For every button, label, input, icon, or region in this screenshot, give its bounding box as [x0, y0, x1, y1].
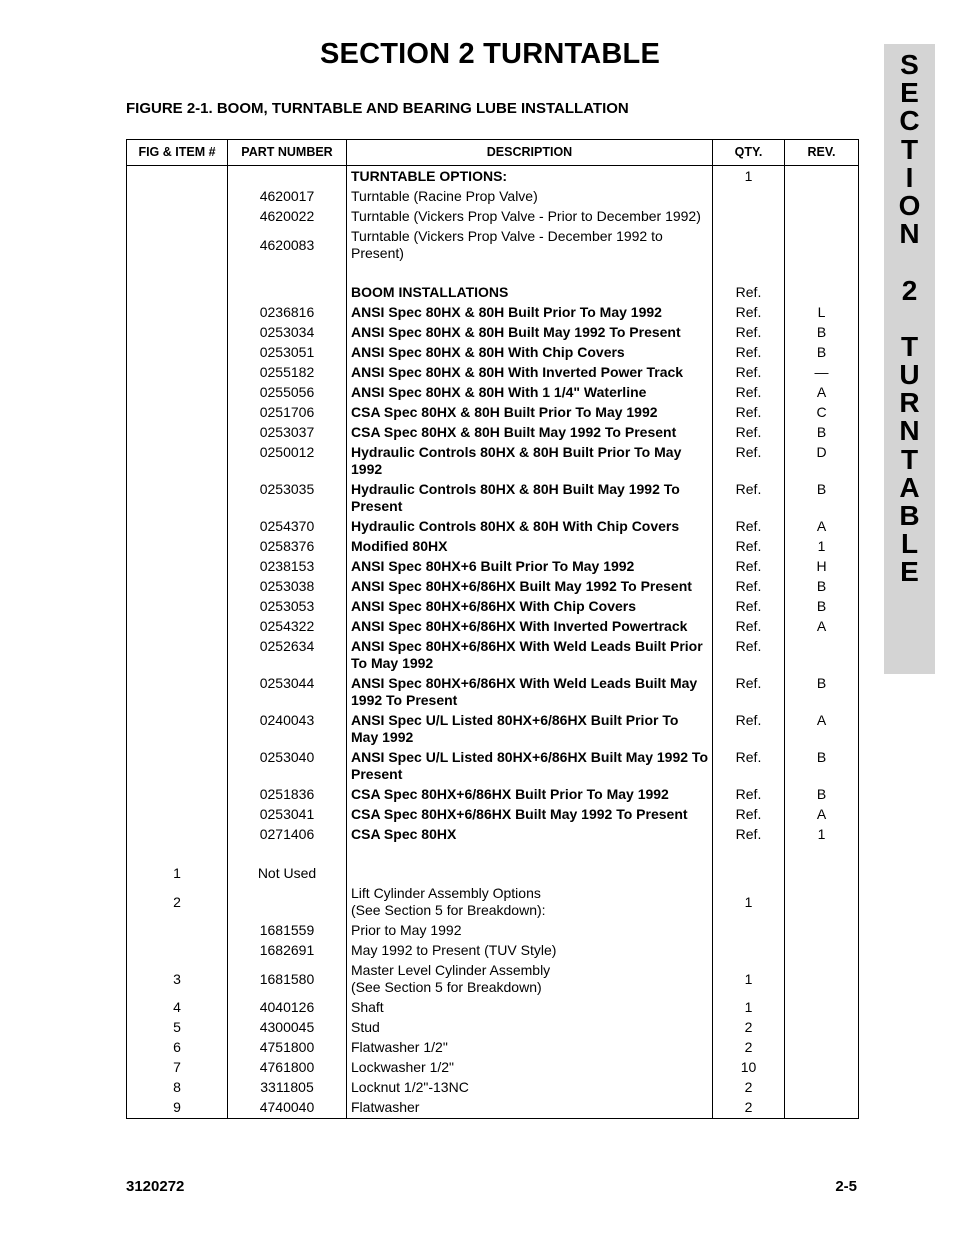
- qty-cell: Ref.: [713, 674, 785, 711]
- fig-item-cell: [127, 227, 228, 264]
- description-cell: Hydraulic Controls 80HX & 80H Built Prior To May 1992: [347, 443, 713, 480]
- table-row: [127, 423, 859, 443]
- table-row: [127, 1018, 859, 1038]
- table-row: [127, 363, 859, 383]
- fig-item-cell: [127, 283, 228, 303]
- qty-cell: 1: [713, 166, 785, 187]
- part-number-cell: 0250012: [228, 443, 347, 480]
- rev-cell: [785, 998, 859, 1018]
- table-row: [127, 166, 859, 187]
- qty-cell: [713, 921, 785, 941]
- part-number-cell: 0253044: [228, 674, 347, 711]
- description-cell: ANSI Spec 80HX & 80H With 1 1/4" Waterline: [347, 383, 713, 403]
- fig-item-cell: 8: [127, 1078, 228, 1098]
- fig-item-cell: 9: [127, 1098, 228, 1119]
- spacer-cell: [127, 845, 228, 864]
- description-cell: Flatwasher 1/2": [347, 1038, 713, 1058]
- part-number-cell: 4620022: [228, 207, 347, 227]
- fig-item-cell: [127, 825, 228, 845]
- description-cell: ANSI Spec 80HX+6/86HX Built May 1992 To Present: [347, 577, 713, 597]
- header-description: DESCRIPTION: [347, 140, 713, 166]
- qty-cell: 1: [713, 998, 785, 1018]
- fig-item-cell: 7: [127, 1058, 228, 1078]
- table-row: [127, 283, 859, 303]
- qty-cell: Ref.: [713, 323, 785, 343]
- side-tab-letter: I: [905, 161, 914, 193]
- fig-item-cell: [127, 577, 228, 597]
- part-number-cell: 0253051: [228, 343, 347, 363]
- fig-item-cell: [127, 187, 228, 207]
- qty-cell: Ref.: [713, 748, 785, 785]
- rev-cell: [785, 227, 859, 264]
- part-number-cell: 0253053: [228, 597, 347, 617]
- qty-cell: [713, 207, 785, 227]
- part-number-cell: 1681580: [228, 961, 347, 998]
- fig-item-cell: 3: [127, 961, 228, 998]
- part-number-cell: 4620017: [228, 187, 347, 207]
- table-row: [127, 303, 859, 323]
- part-number-cell: 4040126: [228, 998, 347, 1018]
- description-cell: Master Level Cylinder Assembly (See Section 5 for Breakdown): [347, 961, 713, 998]
- table-row: [127, 864, 859, 884]
- side-tab-letter: B: [899, 500, 920, 531]
- rev-cell: A: [785, 517, 859, 537]
- part-number-cell: 0240043: [228, 711, 347, 748]
- side-tab-letter: N: [899, 415, 920, 447]
- header-fig-item: FIG & ITEM #: [127, 140, 228, 166]
- description-cell: CSA Spec 80HX+6/86HX Built May 1992 To Present: [347, 805, 713, 825]
- part-number-cell: 4300045: [228, 1018, 347, 1038]
- description-cell: ANSI Spec 80HX & 80H Built May 1992 To Present: [347, 323, 713, 343]
- spacer-cell: [127, 264, 228, 283]
- qty-cell: [713, 864, 785, 884]
- part-number-cell: 0253035: [228, 480, 347, 517]
- fig-item-cell: [127, 597, 228, 617]
- part-number-cell: 0253038: [228, 577, 347, 597]
- description-cell: Hydraulic Controls 80HX & 80H Built May 1992 To Present: [347, 480, 713, 517]
- part-number-cell: 1682691: [228, 941, 347, 961]
- rev-cell: [785, 961, 859, 998]
- page-title: SECTION 2 TURNTABLE: [320, 38, 660, 70]
- qty-cell: 2: [713, 1098, 785, 1119]
- header-rev: REV.: [785, 140, 859, 166]
- part-number-cell: 3311805: [228, 1078, 347, 1098]
- part-number-cell: 0255182: [228, 363, 347, 383]
- part-number-cell: 0254370: [228, 517, 347, 537]
- fig-item-cell: [127, 423, 228, 443]
- qty-cell: Ref.: [713, 805, 785, 825]
- table-row: [127, 207, 859, 227]
- qty-cell: Ref.: [713, 480, 785, 517]
- qty-cell: 1: [713, 961, 785, 998]
- spacer-cell: [785, 845, 859, 864]
- fig-item-cell: [127, 637, 228, 674]
- rev-cell: A: [785, 383, 859, 403]
- description-cell: ANSI Spec 80HX & 80H Built Prior To May 1992: [347, 303, 713, 323]
- part-number-cell: 0252634: [228, 637, 347, 674]
- description-cell: Flatwasher: [347, 1098, 713, 1119]
- side-tab-letter: E: [900, 77, 919, 109]
- part-number-cell: 0253040: [228, 748, 347, 785]
- rev-cell: —: [785, 363, 859, 383]
- rev-cell: H: [785, 557, 859, 577]
- qty-cell: Ref.: [713, 557, 785, 577]
- qty-cell: Ref.: [713, 363, 785, 383]
- rev-cell: B: [785, 343, 859, 363]
- table-row: [127, 748, 859, 785]
- rev-cell: [785, 166, 859, 187]
- fig-item-cell: [127, 383, 228, 403]
- section-side-tab: [884, 44, 935, 674]
- description-cell: May 1992 to Present (TUV Style): [347, 941, 713, 961]
- fig-item-cell: [127, 517, 228, 537]
- rev-cell: [785, 1078, 859, 1098]
- part-number-cell: [228, 884, 347, 921]
- rev-cell: B: [785, 423, 859, 443]
- fig-item-cell: [127, 537, 228, 557]
- description-cell: CSA Spec 80HX: [347, 825, 713, 845]
- table-row: [127, 480, 859, 517]
- parts-table: [126, 139, 859, 1119]
- fig-item-cell: [127, 557, 228, 577]
- fig-item-cell: [127, 303, 228, 323]
- side-tab-letter: T: [900, 133, 919, 165]
- qty-cell: Ref.: [713, 825, 785, 845]
- rev-cell: C: [785, 403, 859, 423]
- spacer-row: [127, 264, 859, 283]
- description-cell: Turntable (Racine Prop Valve): [347, 187, 713, 207]
- rev-cell: 1: [785, 825, 859, 845]
- qty-cell: 2: [713, 1038, 785, 1058]
- part-number-cell: 1681559: [228, 921, 347, 941]
- rev-cell: A: [785, 711, 859, 748]
- spacer-row: [127, 845, 859, 864]
- side-tab-letter: C: [899, 105, 920, 137]
- rev-cell: B: [785, 480, 859, 517]
- description-cell: CSA Spec 80HX+6/86HX Built Prior To May 1992: [347, 785, 713, 805]
- fig-item-cell: [127, 674, 228, 711]
- spacer-cell: [228, 845, 347, 864]
- rev-cell: [785, 1058, 859, 1078]
- description-cell: ANSI Spec U/L Listed 80HX+6/86HX Built Prior To May 1992: [347, 711, 713, 748]
- description-cell: Locknut 1/2"-13NC: [347, 1078, 713, 1098]
- rev-cell: [785, 884, 859, 921]
- side-tab-letter: L: [900, 528, 919, 560]
- side-tab-letter: N: [899, 218, 920, 250]
- fig-item-cell: [127, 941, 228, 961]
- rev-cell: B: [785, 577, 859, 597]
- spacer-cell: [228, 264, 347, 283]
- description-cell: Prior to May 1992: [347, 921, 713, 941]
- part-number-cell: [228, 166, 347, 187]
- side-tab-letter: 2: [901, 274, 918, 306]
- fig-item-cell: [127, 785, 228, 805]
- qty-cell: Ref.: [713, 577, 785, 597]
- rev-cell: 1: [785, 537, 859, 557]
- part-number-cell: 0258376: [228, 537, 347, 557]
- table-row: [127, 805, 859, 825]
- table-row: [127, 1038, 859, 1058]
- qty-cell: Ref.: [713, 537, 785, 557]
- table-row: [127, 517, 859, 537]
- side-tab-letter: T: [900, 330, 919, 362]
- side-tab-letter: U: [899, 359, 920, 391]
- part-number-cell: 0253034: [228, 323, 347, 343]
- description-cell: TURNTABLE OPTIONS:: [347, 166, 713, 187]
- part-number-cell: 4761800: [228, 1058, 347, 1078]
- fig-item-cell: [127, 343, 228, 363]
- description-cell: Modified 80HX: [347, 537, 713, 557]
- qty-cell: Ref.: [713, 383, 785, 403]
- table-row: [127, 941, 859, 961]
- qty-cell: 2: [713, 1018, 785, 1038]
- qty-cell: [713, 227, 785, 264]
- rev-cell: A: [785, 617, 859, 637]
- rev-cell: [785, 1038, 859, 1058]
- rev-cell: [785, 283, 859, 303]
- fig-item-cell: 1: [127, 864, 228, 884]
- table-row: [127, 921, 859, 941]
- description-cell: ANSI Spec 80HX & 80H With Chip Covers: [347, 343, 713, 363]
- qty-cell: 10: [713, 1058, 785, 1078]
- description-cell: [347, 864, 713, 884]
- side-tab-letter: A: [899, 471, 920, 503]
- side-tab-letter: R: [899, 387, 920, 419]
- part-number-cell: 0238153: [228, 557, 347, 577]
- fig-item-cell: [127, 443, 228, 480]
- part-number-cell: [228, 283, 347, 303]
- fig-item-cell: [127, 921, 228, 941]
- qty-cell: Ref.: [713, 423, 785, 443]
- description-cell: Hydraulic Controls 80HX & 80H With Chip Covers: [347, 517, 713, 537]
- table-row: [127, 1058, 859, 1078]
- qty-cell: Ref.: [713, 517, 785, 537]
- description-cell: ANSI Spec 80HX+6/86HX With Weld Leads Built Prior To May 1992: [347, 637, 713, 674]
- rev-cell: B: [785, 323, 859, 343]
- qty-cell: Ref.: [713, 443, 785, 480]
- table-row: [127, 825, 859, 845]
- table-row: [127, 383, 859, 403]
- description-cell: Lockwasher 1/2": [347, 1058, 713, 1078]
- fig-item-cell: 2: [127, 884, 228, 921]
- table-row: [127, 617, 859, 637]
- part-number-cell: 4751800: [228, 1038, 347, 1058]
- fig-item-cell: [127, 617, 228, 637]
- rev-cell: B: [785, 674, 859, 711]
- qty-cell: Ref.: [713, 711, 785, 748]
- description-cell: ANSI Spec 80HX+6/86HX With Chip Covers: [347, 597, 713, 617]
- part-number-cell: 0236816: [228, 303, 347, 323]
- rev-cell: [785, 1018, 859, 1038]
- table-row: [127, 577, 859, 597]
- table-row: [127, 187, 859, 207]
- table-header-row: [127, 140, 859, 166]
- page-number: 2-5: [835, 1178, 857, 1195]
- qty-cell: Ref.: [713, 637, 785, 674]
- table-row: [127, 443, 859, 480]
- description-cell: BOOM INSTALLATIONS: [347, 283, 713, 303]
- side-tab-letter: E: [900, 556, 919, 588]
- description-cell: ANSI Spec U/L Listed 80HX+6/86HX Built May 1992 To Present: [347, 748, 713, 785]
- fig-item-cell: [127, 363, 228, 383]
- table-row: [127, 884, 859, 921]
- rev-cell: [785, 637, 859, 674]
- description-cell: ANSI Spec 80HX+6/86HX With Inverted Powertrack: [347, 617, 713, 637]
- qty-cell: Ref.: [713, 785, 785, 805]
- rev-cell: A: [785, 805, 859, 825]
- qty-cell: Ref.: [713, 597, 785, 617]
- part-number-cell: 0254322: [228, 617, 347, 637]
- table-row: [127, 227, 859, 264]
- description-cell: Shaft: [347, 998, 713, 1018]
- fig-item-cell: [127, 207, 228, 227]
- fig-item-cell: [127, 323, 228, 343]
- table-row: [127, 998, 859, 1018]
- description-cell: ANSI Spec 80HX & 80H With Inverted Power Track: [347, 363, 713, 383]
- table-row: [127, 1098, 859, 1119]
- fig-item-cell: [127, 748, 228, 785]
- table-row: [127, 537, 859, 557]
- rev-cell: [785, 921, 859, 941]
- qty-cell: [713, 187, 785, 207]
- fig-item-cell: [127, 480, 228, 517]
- part-number-cell: 0255056: [228, 383, 347, 403]
- fig-item-cell: [127, 805, 228, 825]
- table-row: [127, 961, 859, 998]
- description-cell: Turntable (Vickers Prop Valve - Prior to December 1992): [347, 207, 713, 227]
- description-cell: Stud: [347, 1018, 713, 1038]
- header-qty: QTY.: [713, 140, 785, 166]
- document-number: 3120272: [126, 1178, 185, 1195]
- qty-cell: 2: [713, 1078, 785, 1098]
- side-tab-letter: O: [898, 189, 921, 221]
- rev-cell: D: [785, 443, 859, 480]
- rev-cell: B: [785, 748, 859, 785]
- fig-item-cell: [127, 711, 228, 748]
- part-number-cell: 0253041: [228, 805, 347, 825]
- description-cell: CSA Spec 80HX & 80H Built Prior To May 1992: [347, 403, 713, 423]
- side-tab-letter: T: [900, 443, 919, 475]
- part-number-cell: 0253037: [228, 423, 347, 443]
- part-number-cell: Not Used: [228, 864, 347, 884]
- description-cell: ANSI Spec 80HX+6/86HX With Weld Leads Built May 1992 To Present: [347, 674, 713, 711]
- part-number-cell: 0251706: [228, 403, 347, 423]
- spacer-cell: [713, 845, 785, 864]
- spacer-cell: [713, 264, 785, 283]
- fig-item-cell: [127, 403, 228, 423]
- description-cell: ANSI Spec 80HX+6 Built Prior To May 1992: [347, 557, 713, 577]
- fig-item-cell: [127, 166, 228, 187]
- rev-cell: [785, 864, 859, 884]
- qty-cell: Ref.: [713, 303, 785, 323]
- part-number-cell: 4740040: [228, 1098, 347, 1119]
- table-row: [127, 597, 859, 617]
- table-row: [127, 711, 859, 748]
- qty-cell: Ref.: [713, 283, 785, 303]
- rev-cell: B: [785, 785, 859, 805]
- table-row: [127, 323, 859, 343]
- qty-cell: Ref.: [713, 343, 785, 363]
- figure-title: FIGURE 2-1. BOOM, TURNTABLE AND BEARING LUBE INSTALLATION: [126, 100, 629, 117]
- part-number-cell: 4620083: [228, 227, 347, 264]
- qty-cell: [713, 941, 785, 961]
- table-row: [127, 637, 859, 674]
- description-cell: Turntable (Vickers Prop Valve - December 1992 to Present): [347, 227, 713, 264]
- fig-item-cell: 4: [127, 998, 228, 1018]
- table-row: [127, 557, 859, 577]
- part-number-cell: 0251836: [228, 785, 347, 805]
- rev-cell: [785, 941, 859, 961]
- rev-cell: B: [785, 597, 859, 617]
- part-number-cell: 0271406: [228, 825, 347, 845]
- qty-cell: 1: [713, 884, 785, 921]
- table-row: [127, 403, 859, 423]
- fig-item-cell: 6: [127, 1038, 228, 1058]
- qty-cell: Ref.: [713, 617, 785, 637]
- table-row: [127, 343, 859, 363]
- rev-cell: [785, 207, 859, 227]
- header-part-number: PART NUMBER: [228, 140, 347, 166]
- spacer-cell: [785, 264, 859, 283]
- rev-cell: [785, 187, 859, 207]
- qty-cell: Ref.: [713, 403, 785, 423]
- rev-cell: L: [785, 303, 859, 323]
- spacer-cell: [347, 264, 713, 283]
- side-tab-letter: S: [900, 49, 919, 80]
- description-cell: Lift Cylinder Assembly Options (See Section 5 for Breakdown):: [347, 884, 713, 921]
- rev-cell: [785, 1098, 859, 1119]
- table-row: [127, 674, 859, 711]
- fig-item-cell: 5: [127, 1018, 228, 1038]
- spacer-cell: [347, 845, 713, 864]
- table-row: [127, 1078, 859, 1098]
- description-cell: CSA Spec 80HX & 80H Built May 1992 To Present: [347, 423, 713, 443]
- table-row: [127, 785, 859, 805]
